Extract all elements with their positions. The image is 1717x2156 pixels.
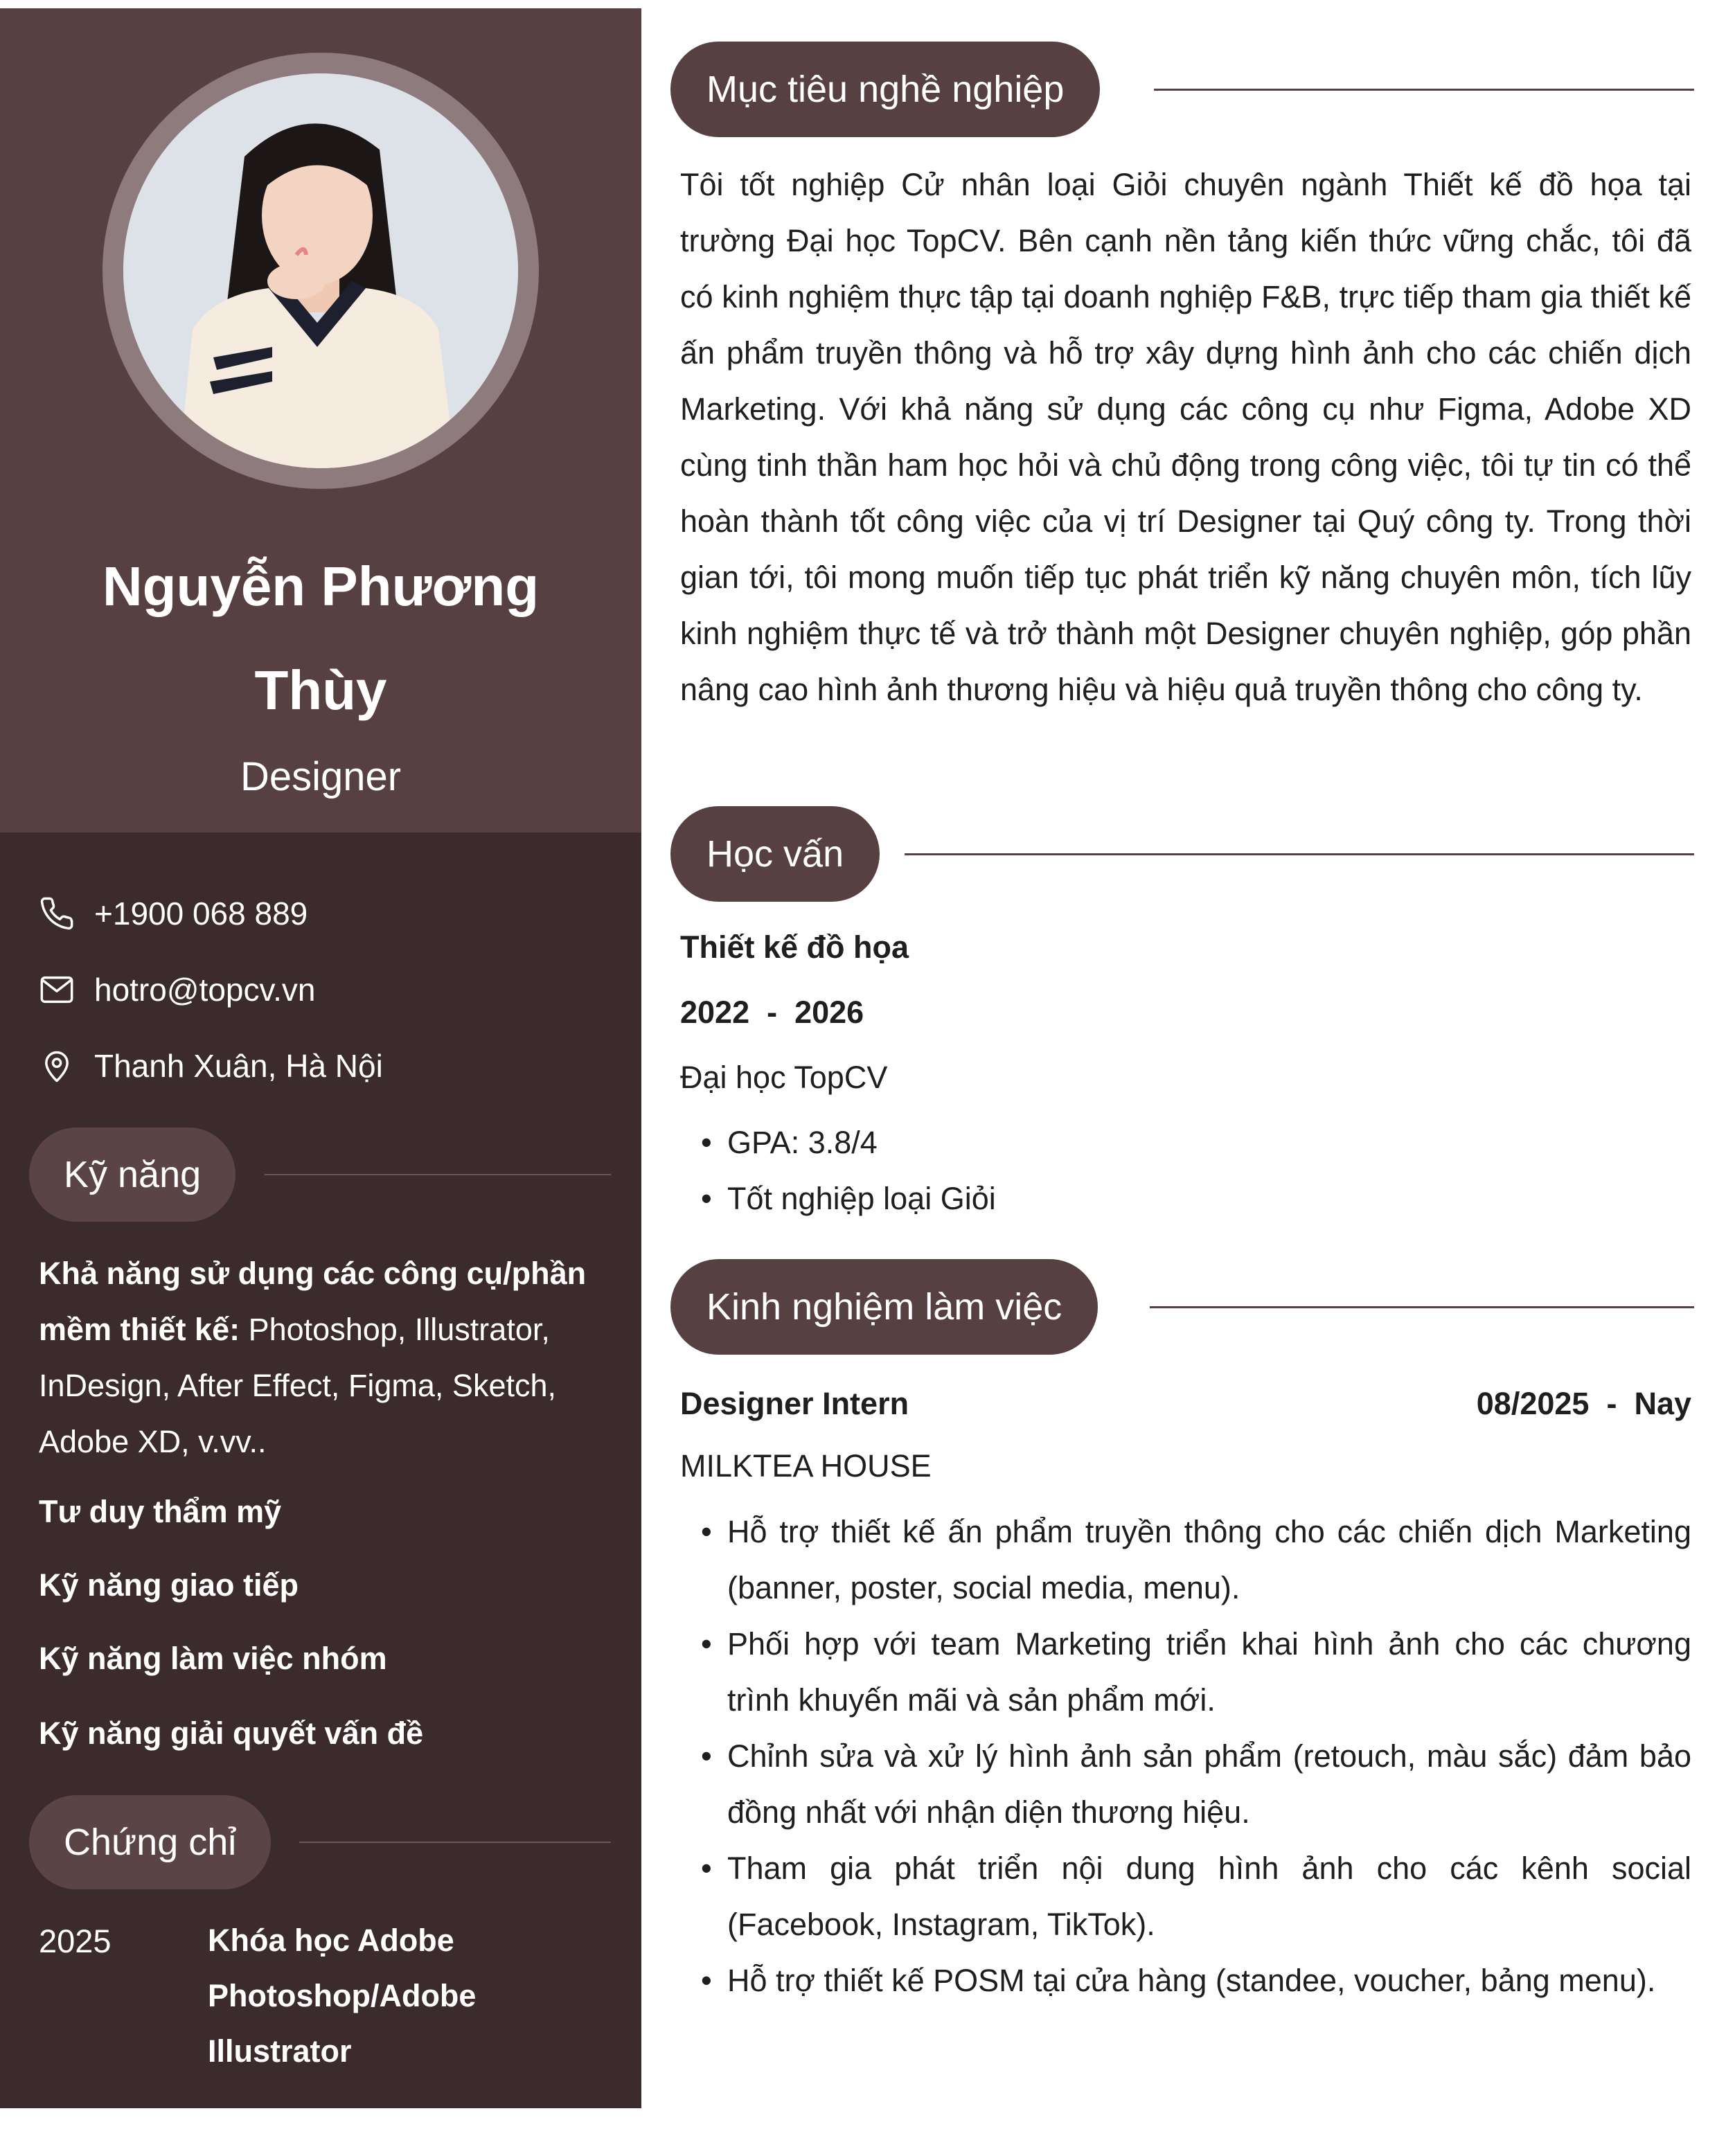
skill-software-list: Photoshop, Illustrator, InDesign, After Effect, Figma, Sketch, Adobe XD, v.vv.. <box>39 1312 557 1459</box>
list-item: • Tham gia phát triển nội dung hình ảnh cho các kênh social (Facebook, Instagram, TikTok). <box>701 1840 1691 1952</box>
skill-software-label: Khả năng sử dụng các công cụ/phần mềm thiết kế: <box>39 1256 587 1347</box>
certificate-name: Khóa học Adobe Photoshop/Adobe Illustrator <box>208 1923 477 2069</box>
skills-divider <box>265 1174 611 1175</box>
phone-number: +1900 068 889 <box>94 896 308 932</box>
avatar-frame <box>103 53 539 489</box>
certificates-divider <box>299 1842 611 1843</box>
experience-details <box>701 1504 1691 2008</box>
list-item: • Chỉnh sửa và xử lý hình ảnh sản phẩm (retouch, màu sắc) đảm bảo đồng nhất với nhận diện thương hiệu. <box>701 1728 1691 1840</box>
experience-header <box>680 1375 1691 1432</box>
email-address: hotro@topcv.vn <box>94 972 316 1008</box>
experience-period: 08/2025 - Nay <box>1476 1386 1691 1421</box>
education-details <box>701 1114 1691 1227</box>
list-item: • Tốt nghiệp loại Giỏi <box>701 1170 1691 1227</box>
skill-item: Kỹ năng làm việc nhóm <box>39 1641 387 1676</box>
skill-item: Tư duy thẩm mỹ <box>39 1494 282 1529</box>
contact-email[interactable] <box>37 965 619 1014</box>
skills-heading: Kỹ năng <box>29 1128 235 1222</box>
profile-header <box>0 8 641 832</box>
contact-address <box>37 1042 619 1090</box>
experience-company: MILKTEA HOUSE <box>680 1448 932 1484</box>
avatar-photo <box>123 73 518 468</box>
experience-heading: Kinh nghiệm làm việc <box>670 1259 1098 1355</box>
skill-item: Kỹ năng giao tiếp <box>39 1567 299 1603</box>
contact-phone[interactable] <box>37 889 619 938</box>
education-period: 2022 - 2026 <box>680 995 864 1030</box>
address: Thanh Xuân, Hà Nội <box>94 1048 383 1084</box>
education-major: Thiết kế đồ họa <box>680 929 909 965</box>
avatar <box>123 73 518 468</box>
list-item: • GPA: 3.8/4 <box>701 1114 1691 1170</box>
skill-software <box>39 1245 621 1470</box>
objective-heading: Mục tiêu nghề nghiệp <box>670 42 1100 137</box>
job-title: Designer <box>240 754 402 799</box>
skill-item: Kỹ năng giải quyết vấn đề <box>39 1716 424 1751</box>
objective-divider <box>1154 89 1694 91</box>
full-name: Nguyễn Phương Thùy <box>102 555 540 721</box>
experience-position: Designer Intern <box>680 1386 909 1421</box>
mail-icon <box>37 970 76 1009</box>
location-pin-icon <box>37 1046 76 1085</box>
experience-divider <box>1150 1306 1694 1308</box>
education-heading: Học vấn <box>670 806 880 902</box>
education-divider <box>905 853 1694 855</box>
certificate-year: 2025 <box>39 1923 112 1959</box>
certificates-heading: Chứng chỉ <box>29 1795 271 1889</box>
education-school: Đại học TopCV <box>680 1060 888 1095</box>
list-item: • Hỗ trợ thiết kế POSM tại cửa hàng (standee, voucher, bảng menu). <box>701 1952 1691 2008</box>
sidebar <box>0 8 641 2108</box>
objective-text: Tôi tốt nghiệp Cử nhân loại Giỏi chuyên ngành Thiết kế đồ họa tại trường Đại học TopCV. Bên cạnh nền tảng kiến thức vững chắc, tôi đã có kinh nghiệm thực tập tại doanh nghiệp F&B, trực tiếp tham gia thiết kế ấn phẩm truyền thông và hỗ trợ xây dựng hình ảnh cho các chiến dịch Marketing. Với khả năng sử dụng các công cụ như Figma, Adobe XD cùng tinh thần ham học hỏi và chủ động trong công việc, tôi tự tin có thể hoàn thành tốt công việc của vị trí Designer tại Quý công ty. Trong thời gian tới, tôi mong muốn tiếp tục phát triển kỹ năng chuyên môn, tích lũy kinh nghiệm thực tế và trở thành một Designer chuyên nghiệp, góp phần nâng cao hình ảnh thương hiệu và hiệu quả truyền thông cho công ty. <box>680 167 1691 707</box>
phone-icon <box>37 894 76 933</box>
list-item: • Hỗ trợ thiết kế ấn phẩm truyền thông cho các chiến dịch Marketing (banner, poster, social media, menu). <box>701 1504 1691 1616</box>
list-item: • Phối hợp với team Marketing triển khai hình ảnh cho các chương trình khuyến mãi và sản phẩm mới. <box>701 1616 1691 1728</box>
